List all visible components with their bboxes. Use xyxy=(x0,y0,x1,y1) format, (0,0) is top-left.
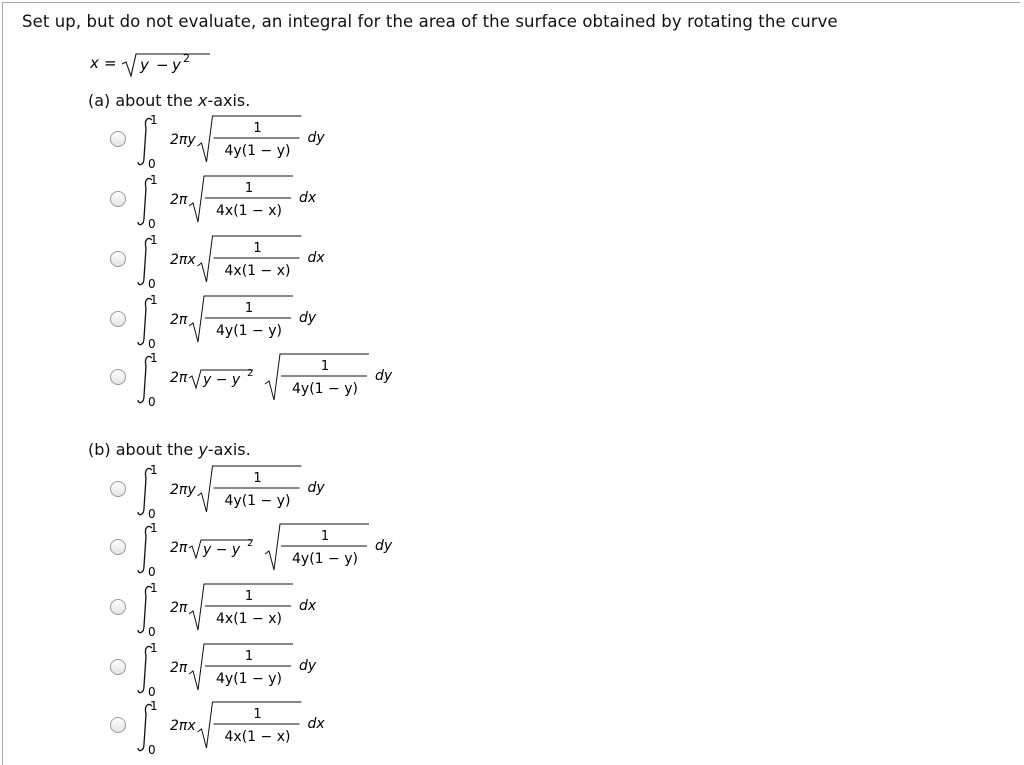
fraction-denominator: 4y(1 − y) xyxy=(224,143,291,159)
part-a-choice-2[interactable] xyxy=(108,172,508,232)
fraction-numerator: 1 xyxy=(253,121,262,136)
part-b-choice-5-radio[interactable] xyxy=(110,717,126,733)
differential: dy xyxy=(375,538,393,554)
fraction-numerator: 1 xyxy=(244,181,254,196)
curve-equals: = xyxy=(104,54,117,72)
curve-radicand-y: y xyxy=(140,56,149,74)
differential: dy xyxy=(299,658,317,674)
part-a-choice-5-radio[interactable] xyxy=(110,369,126,385)
part-b-choice-5[interactable] xyxy=(108,698,508,758)
differential: dx xyxy=(307,250,325,266)
part-a-choice-1-integral xyxy=(136,112,396,172)
lower-limit: 0 xyxy=(148,277,156,291)
part-b-choice-2[interactable] xyxy=(108,520,508,580)
differential: dx xyxy=(299,598,317,614)
fraction-denominator: 4x(1 − x) xyxy=(216,203,282,219)
part-a-choice-2-radio[interactable] xyxy=(110,191,126,207)
differential: dy xyxy=(307,130,325,146)
part-a-choice-1[interactable] xyxy=(108,112,508,172)
fraction-denominator: 4x(1 − x) xyxy=(224,263,291,279)
fraction-numerator: 1 xyxy=(253,241,262,256)
lower-limit: 0 xyxy=(148,217,156,231)
fraction-numerator: 1 xyxy=(320,529,330,544)
curve-radicand-y2: y xyxy=(172,56,181,74)
part-b-choice-4-integral xyxy=(136,640,396,700)
fraction-denominator: 4x(1 − x) xyxy=(216,611,282,627)
coefficient: 2πy xyxy=(170,482,196,498)
lower-limit: 0 xyxy=(148,743,156,757)
part-b-label: (b) about the y-axis. xyxy=(88,440,251,459)
part-b-choice-2-radio[interactable] xyxy=(110,539,126,555)
fraction-denominator: 4y(1 − y) xyxy=(216,323,282,339)
part-b-choice-1[interactable] xyxy=(108,462,508,522)
coef-radicand-exponent: 2 xyxy=(247,538,254,549)
upper-limit: 1 xyxy=(150,641,158,655)
curve-exponent: 2 xyxy=(183,52,190,65)
differential: dx xyxy=(299,190,317,206)
part-b-choice-3-radio[interactable] xyxy=(110,599,126,615)
upper-limit: 1 xyxy=(150,581,158,595)
coefficient: 2π xyxy=(170,600,188,616)
part-a-choice-4[interactable] xyxy=(108,292,508,352)
part-a-choice-4-integral xyxy=(136,292,396,352)
curve-minus: − xyxy=(156,56,169,74)
fraction-denominator: 4y(1 − y) xyxy=(224,493,291,509)
part-a-choice-3[interactable] xyxy=(108,232,508,292)
coef-radicand: y − y xyxy=(203,542,241,558)
fraction-denominator: 4y(1 − y) xyxy=(216,671,282,687)
coef-radicand-exponent: 2 xyxy=(247,368,254,379)
part-a-choice-3-integral xyxy=(136,232,396,292)
part-a-choice-1-radio[interactable] xyxy=(110,131,126,147)
upper-limit: 1 xyxy=(150,699,158,713)
curve-equation xyxy=(90,52,230,80)
part-b-choice-5-integral xyxy=(136,698,396,758)
coefficient: 2π xyxy=(170,540,188,556)
part-a-choice-5[interactable] xyxy=(108,350,508,410)
curve-lhs: x xyxy=(90,54,99,72)
part-b-choice-4-radio[interactable] xyxy=(110,659,126,675)
differential: dy xyxy=(307,480,325,496)
lower-limit: 0 xyxy=(148,507,156,521)
part-b-choice-1-integral xyxy=(136,462,396,522)
lower-limit: 0 xyxy=(148,565,156,579)
fraction-numerator: 1 xyxy=(253,471,262,486)
coefficient: 2π xyxy=(170,192,188,208)
fraction-denominator: 4x(1 − x) xyxy=(224,729,291,745)
part-b-choice-3[interactable] xyxy=(108,580,508,640)
fraction-denominator: 4y(1 − y) xyxy=(292,381,358,397)
upper-limit: 1 xyxy=(150,521,158,535)
upper-limit: 1 xyxy=(150,293,158,307)
coefficient: 2π xyxy=(170,370,188,386)
part-a-choice-3-radio[interactable] xyxy=(110,251,126,267)
differential: dy xyxy=(299,310,317,326)
lower-limit: 0 xyxy=(148,337,156,351)
part-b-choice-3-integral xyxy=(136,580,396,640)
upper-limit: 1 xyxy=(150,463,158,477)
lower-limit: 0 xyxy=(148,625,156,639)
part-a-choice-2-integral xyxy=(136,172,396,232)
coefficient: 2πx xyxy=(170,718,196,734)
fraction-denominator: 4y(1 − y) xyxy=(292,551,358,567)
differential: dx xyxy=(307,716,325,732)
upper-limit: 1 xyxy=(150,173,158,187)
fraction-numerator: 1 xyxy=(244,589,254,604)
lower-limit: 0 xyxy=(148,395,156,409)
fraction-numerator: 1 xyxy=(244,649,254,664)
upper-limit: 1 xyxy=(150,233,158,247)
fraction-numerator: 1 xyxy=(253,707,262,722)
part-b-choice-1-radio[interactable] xyxy=(110,481,126,497)
lower-limit: 0 xyxy=(148,157,156,171)
part-a-choice-5-integral xyxy=(136,350,466,410)
fraction-numerator: 1 xyxy=(244,301,254,316)
part-b-choice-4[interactable] xyxy=(108,640,508,700)
coefficient: 2πy xyxy=(170,132,196,148)
coefficient: 2πx xyxy=(170,252,196,268)
differential: dy xyxy=(375,368,393,384)
fraction-numerator: 1 xyxy=(320,359,330,374)
coefficient: 2π xyxy=(170,660,188,676)
part-a-label: (a) about the x-axis. xyxy=(88,91,251,110)
question-prompt: Set up, but do not evaluate, an integral for the area of the surface obtained by rotating the curve xyxy=(22,12,838,31)
upper-limit: 1 xyxy=(150,113,158,127)
part-b-choice-2-integral xyxy=(136,520,466,580)
lower-limit: 0 xyxy=(148,685,156,699)
coefficient: 2π xyxy=(170,312,188,328)
coef-radicand: y − y xyxy=(203,372,241,388)
upper-limit: 1 xyxy=(150,351,158,365)
part-a-choice-4-radio[interactable] xyxy=(110,311,126,327)
